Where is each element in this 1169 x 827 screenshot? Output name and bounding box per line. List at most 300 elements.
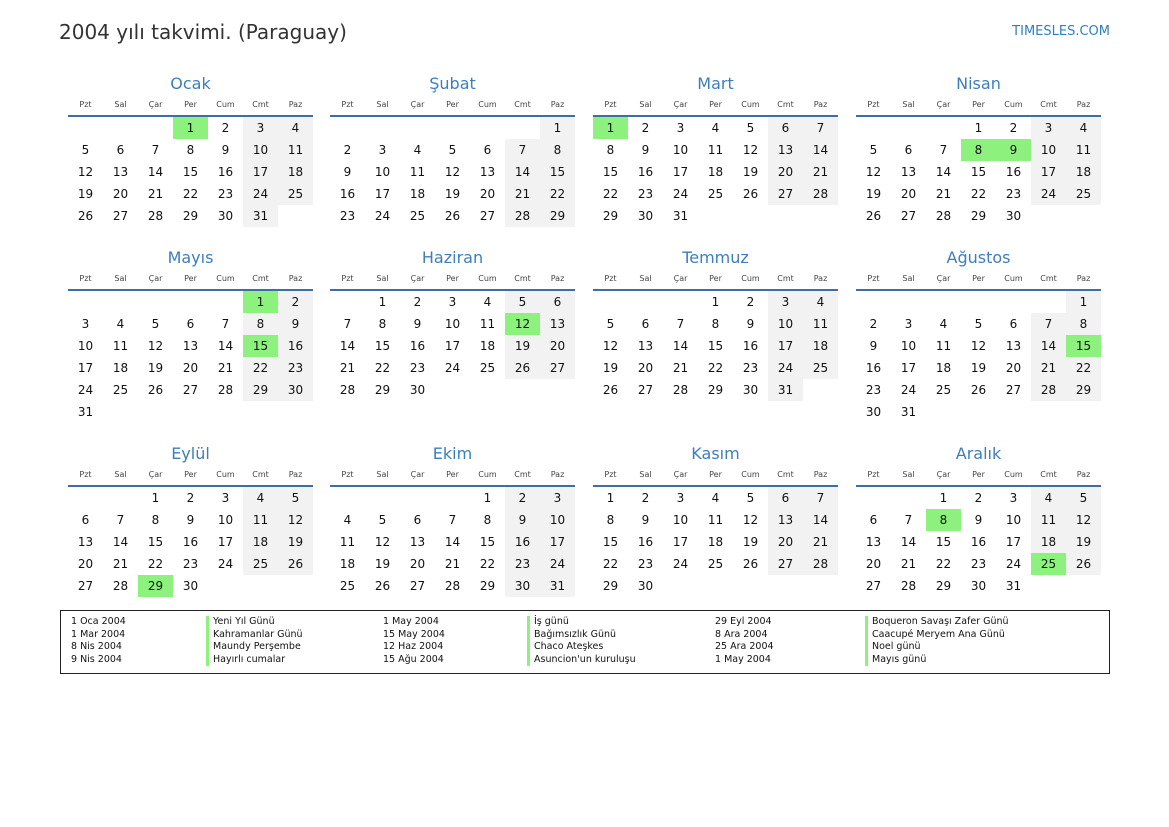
day-cell: 10 — [672, 513, 689, 527]
empty-cell — [470, 117, 505, 139]
day-cell: 11 — [479, 317, 496, 331]
day-cell: 28 — [339, 383, 356, 397]
day-cell: 10 — [374, 165, 391, 179]
weekday-label: Pzt — [867, 470, 880, 479]
day-cell: 22 — [935, 557, 952, 571]
day-cell: 12 — [602, 339, 619, 353]
day-cell: 27 — [768, 553, 803, 575]
day-cell: 8 — [606, 513, 615, 527]
weekday-label: Per — [972, 470, 985, 479]
weekday-label: Cum — [216, 100, 235, 109]
day-cell: 16 — [1005, 165, 1022, 179]
day-cell: 23 — [278, 357, 313, 379]
day-cell: 1 — [151, 491, 160, 505]
day-cell: 21 — [672, 361, 689, 375]
day-cell: 13 — [77, 535, 94, 549]
day-cell: 5 — [448, 143, 457, 157]
month-name: Eylül — [171, 444, 210, 463]
day-cell: 7 — [151, 143, 160, 157]
day-cell: 31 — [77, 405, 94, 419]
day-cell: 6 — [768, 117, 803, 139]
month-10 — [330, 443, 575, 597]
empty-cell — [1031, 401, 1066, 423]
day-cell: 7 — [904, 513, 913, 527]
week-row — [856, 139, 1101, 161]
day-cell: 26 — [505, 357, 540, 379]
day-cell: 25 — [707, 557, 724, 571]
week-row — [593, 487, 838, 509]
day-cell: 26 — [444, 209, 461, 223]
day-cell: 16 — [865, 361, 882, 375]
day-cell: 25 — [243, 553, 278, 575]
weekday-label: Cum — [478, 274, 497, 283]
day-cell: 24 — [768, 357, 803, 379]
legend-holiday-name: Boqueron Savaşı Zafer Günü — [865, 616, 1009, 629]
day-cell: 19 — [505, 335, 540, 357]
month-name: Şubat — [429, 74, 476, 93]
weekday-label: Cmt — [514, 470, 531, 479]
week-row — [593, 161, 838, 183]
legend-holiday-name: Yeni Yıl Günü — [206, 616, 303, 629]
page-title: 2004 yılı takvimi. (Paraguay) — [59, 20, 347, 44]
empty-cell — [208, 291, 243, 313]
day-cell: 18 — [803, 335, 838, 357]
day-cell: 16 — [637, 535, 654, 549]
day-cell: 9 — [746, 317, 755, 331]
week-row — [593, 183, 838, 205]
day-cell: 29 — [935, 579, 952, 593]
weekday-label: Cmt — [777, 100, 794, 109]
day-cell: 2 — [186, 491, 195, 505]
day-cell: 30 — [742, 383, 759, 397]
day-cell: 2 — [974, 491, 983, 505]
day-cell: 23 — [339, 209, 356, 223]
empty-cell — [505, 117, 540, 139]
holiday-legend — [60, 610, 1110, 674]
legend-date: 8 Nis 2004 — [71, 641, 122, 653]
day-cell: 22 — [970, 187, 987, 201]
weekday-header — [68, 467, 313, 487]
weekday-label: Cmt — [514, 100, 531, 109]
weekday-label: Per — [446, 274, 459, 283]
legend-date: 15 May 2004 — [383, 628, 445, 640]
week-row — [68, 313, 313, 335]
day-cell: 16 — [182, 535, 199, 549]
day-cell: 14 — [339, 339, 356, 353]
day-cell: 5 — [151, 317, 160, 331]
day-cell: 22 — [182, 187, 199, 201]
week-row — [856, 401, 1101, 423]
day-cell: 28 — [444, 579, 461, 593]
day-cell: 30 — [505, 575, 540, 597]
empty-cell — [926, 291, 961, 313]
day-cell: 16 — [637, 165, 654, 179]
month-3 — [593, 73, 838, 227]
weekday-label: Paz — [1076, 274, 1091, 283]
day-cell: 20 — [768, 161, 803, 183]
day-cell: 6 — [869, 513, 878, 527]
month-9 — [68, 443, 313, 597]
day-cell: 31 — [672, 209, 689, 223]
day-cell: 30 — [182, 579, 199, 593]
day-cell: 19 — [1066, 531, 1101, 553]
day-cell: 31 — [243, 205, 278, 227]
day-cell: 22 — [707, 361, 724, 375]
legend-holiday-name: Asuncion'un kuruluşu — [527, 654, 636, 667]
day-cell: 17 — [672, 165, 689, 179]
day-cell: 21 — [803, 531, 838, 553]
day-cell: 9 — [641, 143, 650, 157]
day-cell: 14 — [112, 535, 129, 549]
week-row — [68, 335, 313, 357]
day-cell: 21 — [505, 183, 540, 205]
day-cell: 3 — [378, 143, 387, 157]
day-cell: 6 — [483, 143, 492, 157]
empty-cell — [103, 401, 138, 423]
week-row — [593, 205, 838, 227]
weekday-header — [330, 271, 575, 291]
day-cell: 17 — [444, 339, 461, 353]
weekday-label: Paz — [288, 470, 303, 479]
day-cell: 16 — [278, 335, 313, 357]
day-cell: 15 — [707, 339, 724, 353]
site-link[interactable]: TIMESLES.COM — [1012, 24, 1110, 39]
day-cell: 9 — [996, 139, 1031, 161]
legend-names-column — [206, 616, 303, 666]
empty-cell — [891, 291, 926, 313]
month-name: Kasım — [691, 444, 740, 463]
day-cell: 21 — [900, 557, 917, 571]
weekday-label: Per — [972, 274, 985, 283]
day-cell: 27 — [112, 209, 129, 223]
weekday-label: Cum — [741, 274, 760, 283]
day-cell: 8 — [243, 313, 278, 335]
empty-cell — [856, 291, 891, 313]
legend-date: 1 Oca 2004 — [71, 616, 126, 627]
day-cell: 21 — [1031, 357, 1066, 379]
day-cell: 27 — [77, 579, 94, 593]
month-name: Haziran — [421, 248, 484, 267]
day-cell: 29 — [479, 579, 496, 593]
day-cell: 13 — [768, 509, 803, 531]
week-row — [856, 291, 1101, 313]
day-cell: 20 — [409, 557, 426, 571]
week-row — [593, 313, 838, 335]
weekday-label: Cmt — [1040, 274, 1057, 283]
weekday-label: Pzt — [79, 470, 92, 479]
day-cell: 16 — [505, 531, 540, 553]
day-cell: 29 — [1066, 379, 1101, 401]
day-cell: 4 — [1031, 487, 1066, 509]
week-row — [68, 205, 313, 227]
day-cell: 16 — [409, 339, 426, 353]
empty-cell — [926, 117, 961, 139]
weekday-label: Per — [184, 100, 197, 109]
day-cell: 3 — [1009, 491, 1018, 505]
day-cell: 27 — [637, 383, 654, 397]
day-cell: 3 — [676, 491, 685, 505]
day-cell: 17 — [217, 535, 234, 549]
weekday-label: Sal — [639, 100, 652, 109]
day-cell: 25 — [479, 361, 496, 375]
day-cell: 20 — [865, 557, 882, 571]
weekday-label: Per — [446, 100, 459, 109]
day-cell: 30 — [970, 579, 987, 593]
weekday-label: Cmt — [252, 274, 269, 283]
legend-date: 15 Ağu 2004 — [383, 653, 444, 665]
day-cell: 28 — [217, 383, 234, 397]
day-cell: 17 — [77, 361, 94, 375]
empty-cell — [400, 117, 435, 139]
week-row — [593, 117, 838, 139]
day-cell: 12 — [865, 165, 882, 179]
day-cell: 7 — [1031, 313, 1066, 335]
day-cell: 17 — [1005, 535, 1022, 549]
week-row — [856, 531, 1101, 553]
empty-cell — [505, 379, 540, 401]
empty-cell — [138, 401, 173, 423]
day-cell: 24 — [540, 553, 575, 575]
empty-cell — [996, 401, 1031, 423]
day-cell: 22 — [479, 557, 496, 571]
day-cell: 6 — [186, 317, 195, 331]
day-cell: 25 — [339, 579, 356, 593]
day-cell: 23 — [970, 557, 987, 571]
day-cell: 11 — [278, 139, 313, 161]
week-row — [330, 161, 575, 183]
weekday-label: Cum — [216, 470, 235, 479]
day-cell: 13 — [900, 165, 917, 179]
day-cell: 4 — [803, 291, 838, 313]
empty-cell — [1031, 291, 1066, 313]
day-cell: 11 — [1066, 139, 1101, 161]
day-cell: 10 — [672, 143, 689, 157]
day-cell: 6 — [904, 143, 913, 157]
week-row — [68, 531, 313, 553]
day-cell: 26 — [742, 187, 759, 201]
day-cell: 11 — [803, 313, 838, 335]
day-cell: 23 — [865, 383, 882, 397]
weekday-label: Pzt — [341, 274, 354, 283]
day-cell: 17 — [374, 187, 391, 201]
day-cell: 21 — [803, 161, 838, 183]
weekday-label: Cum — [741, 470, 760, 479]
weekday-header — [856, 467, 1101, 487]
day-cell: 17 — [768, 335, 803, 357]
day-cell: 14 — [935, 165, 952, 179]
day-cell: 12 — [970, 339, 987, 353]
day-cell: 18 — [1066, 161, 1101, 183]
day-cell: 2 — [343, 143, 352, 157]
weekday-label: Çar — [410, 100, 425, 109]
day-cell: 27 — [182, 383, 199, 397]
day-cell: 22 — [602, 557, 619, 571]
empty-cell — [365, 487, 400, 509]
day-cell: 18 — [339, 557, 356, 571]
empty-cell — [435, 487, 470, 509]
weekday-label: Cmt — [777, 274, 794, 283]
day-cell: 28 — [1031, 379, 1066, 401]
week-row — [68, 553, 313, 575]
weekday-label: Cmt — [1040, 470, 1057, 479]
legend-dates-column — [715, 616, 774, 666]
day-cell: 25 — [278, 183, 313, 205]
empty-cell — [278, 575, 313, 597]
week-row — [593, 335, 838, 357]
empty-cell — [208, 401, 243, 423]
empty-cell — [768, 575, 803, 597]
day-cell: 24 — [374, 209, 391, 223]
day-cell: 25 — [112, 383, 129, 397]
empty-cell — [68, 291, 103, 313]
day-cell: 24 — [243, 183, 278, 205]
weekday-label: Per — [972, 100, 985, 109]
day-cell: 24 — [900, 383, 917, 397]
week-row — [856, 487, 1101, 509]
day-cell: 1 — [243, 291, 278, 313]
day-cell: 4 — [1066, 117, 1101, 139]
weekday-label: Paz — [1076, 470, 1091, 479]
day-cell: 6 — [1009, 317, 1018, 331]
day-cell: 23 — [637, 557, 654, 571]
week-row — [330, 379, 575, 401]
weekday-label: Çar — [673, 274, 688, 283]
day-cell: 22 — [602, 187, 619, 201]
day-cell: 9 — [186, 513, 195, 527]
empty-cell — [856, 117, 891, 139]
day-cell: 30 — [278, 379, 313, 401]
day-cell: 21 — [444, 557, 461, 571]
day-cell: 26 — [147, 383, 164, 397]
week-row — [330, 357, 575, 379]
day-cell: 9 — [413, 317, 422, 331]
day-cell: 31 — [1005, 579, 1022, 593]
day-cell: 15 — [1066, 335, 1101, 357]
day-cell: 28 — [803, 553, 838, 575]
day-cell: 1 — [974, 121, 983, 135]
week-row — [856, 313, 1101, 335]
week-row — [856, 553, 1101, 575]
empty-cell — [278, 205, 313, 227]
empty-cell — [68, 117, 103, 139]
empty-cell — [1031, 205, 1066, 227]
day-cell: 2 — [221, 121, 230, 135]
day-cell: 7 — [939, 143, 948, 157]
day-cell: 24 — [1005, 557, 1022, 571]
day-cell: 14 — [672, 339, 689, 353]
day-cell: 14 — [1031, 335, 1066, 357]
month-2 — [330, 73, 575, 227]
day-cell: 20 — [479, 187, 496, 201]
day-cell: 20 — [768, 531, 803, 553]
day-cell: 27 — [409, 579, 426, 593]
day-cell: 3 — [1031, 117, 1066, 139]
day-cell: 27 — [540, 357, 575, 379]
day-cell: 19 — [865, 187, 882, 201]
weekday-header — [330, 97, 575, 117]
legend-holiday-name: Chaco Ateşkes — [527, 641, 636, 654]
day-cell: 28 — [900, 579, 917, 593]
day-cell: 19 — [602, 361, 619, 375]
week-row — [330, 313, 575, 335]
empty-cell — [891, 117, 926, 139]
day-cell: 29 — [540, 205, 575, 227]
day-cell: 19 — [374, 557, 391, 571]
weekday-label: Cmt — [777, 470, 794, 479]
weekday-header — [856, 97, 1101, 117]
day-cell: 13 — [1005, 339, 1022, 353]
day-cell: 24 — [672, 187, 689, 201]
day-cell: 1 — [1066, 291, 1101, 313]
week-row — [68, 509, 313, 531]
month-name: Mayıs — [167, 248, 214, 267]
empty-cell — [663, 291, 698, 313]
day-cell: 1 — [939, 491, 948, 505]
day-cell: 18 — [479, 339, 496, 353]
day-cell: 23 — [409, 361, 426, 375]
day-cell: 24 — [672, 557, 689, 571]
day-cell: 26 — [602, 383, 619, 397]
empty-cell — [663, 575, 698, 597]
day-cell: 28 — [672, 383, 689, 397]
legend-holiday-name: Kahramanlar Günü — [206, 629, 303, 642]
day-cell: 22 — [243, 357, 278, 379]
weekday-label: Cmt — [1040, 100, 1057, 109]
day-cell: 14 — [505, 161, 540, 183]
weekday-label: Sal — [639, 470, 652, 479]
day-cell: 9 — [505, 509, 540, 531]
week-row — [593, 575, 838, 597]
day-cell: 4 — [939, 317, 948, 331]
weekday-label: Sal — [639, 274, 652, 283]
day-cell: 7 — [116, 513, 125, 527]
month-name: Ağustos — [946, 248, 1011, 267]
day-cell: 9 — [641, 513, 650, 527]
week-row — [856, 575, 1101, 597]
day-cell: 10 — [1031, 139, 1066, 161]
week-row — [330, 509, 575, 531]
day-cell: 24 — [77, 383, 94, 397]
week-row — [330, 335, 575, 357]
day-cell: 7 — [343, 317, 352, 331]
legend-holiday-name: Mayıs günü — [865, 654, 1009, 667]
day-cell: 24 — [217, 557, 234, 571]
day-cell: 18 — [1031, 531, 1066, 553]
weekday-label: Per — [709, 100, 722, 109]
empty-cell — [996, 291, 1031, 313]
day-cell: 10 — [900, 339, 917, 353]
month-4 — [856, 73, 1101, 227]
day-cell: 29 — [138, 575, 173, 597]
weekday-label: Paz — [550, 274, 565, 283]
day-cell: 28 — [505, 205, 540, 227]
day-cell: 14 — [803, 139, 838, 161]
weekday-label: Paz — [550, 100, 565, 109]
weekday-label: Sal — [902, 100, 915, 109]
day-cell: 14 — [444, 535, 461, 549]
weekday-header — [68, 271, 313, 291]
day-cell: 2 — [505, 487, 540, 509]
day-cell: 19 — [742, 165, 759, 179]
day-cell: 10 — [540, 509, 575, 531]
weekday-label: Pzt — [604, 470, 617, 479]
day-cell: 2 — [746, 295, 755, 309]
weekday-label: Cum — [1004, 274, 1023, 283]
legend-date: 12 Haz 2004 — [383, 641, 444, 653]
empty-cell — [733, 575, 768, 597]
day-cell: 26 — [1066, 553, 1101, 575]
day-cell: 1 — [606, 491, 615, 505]
